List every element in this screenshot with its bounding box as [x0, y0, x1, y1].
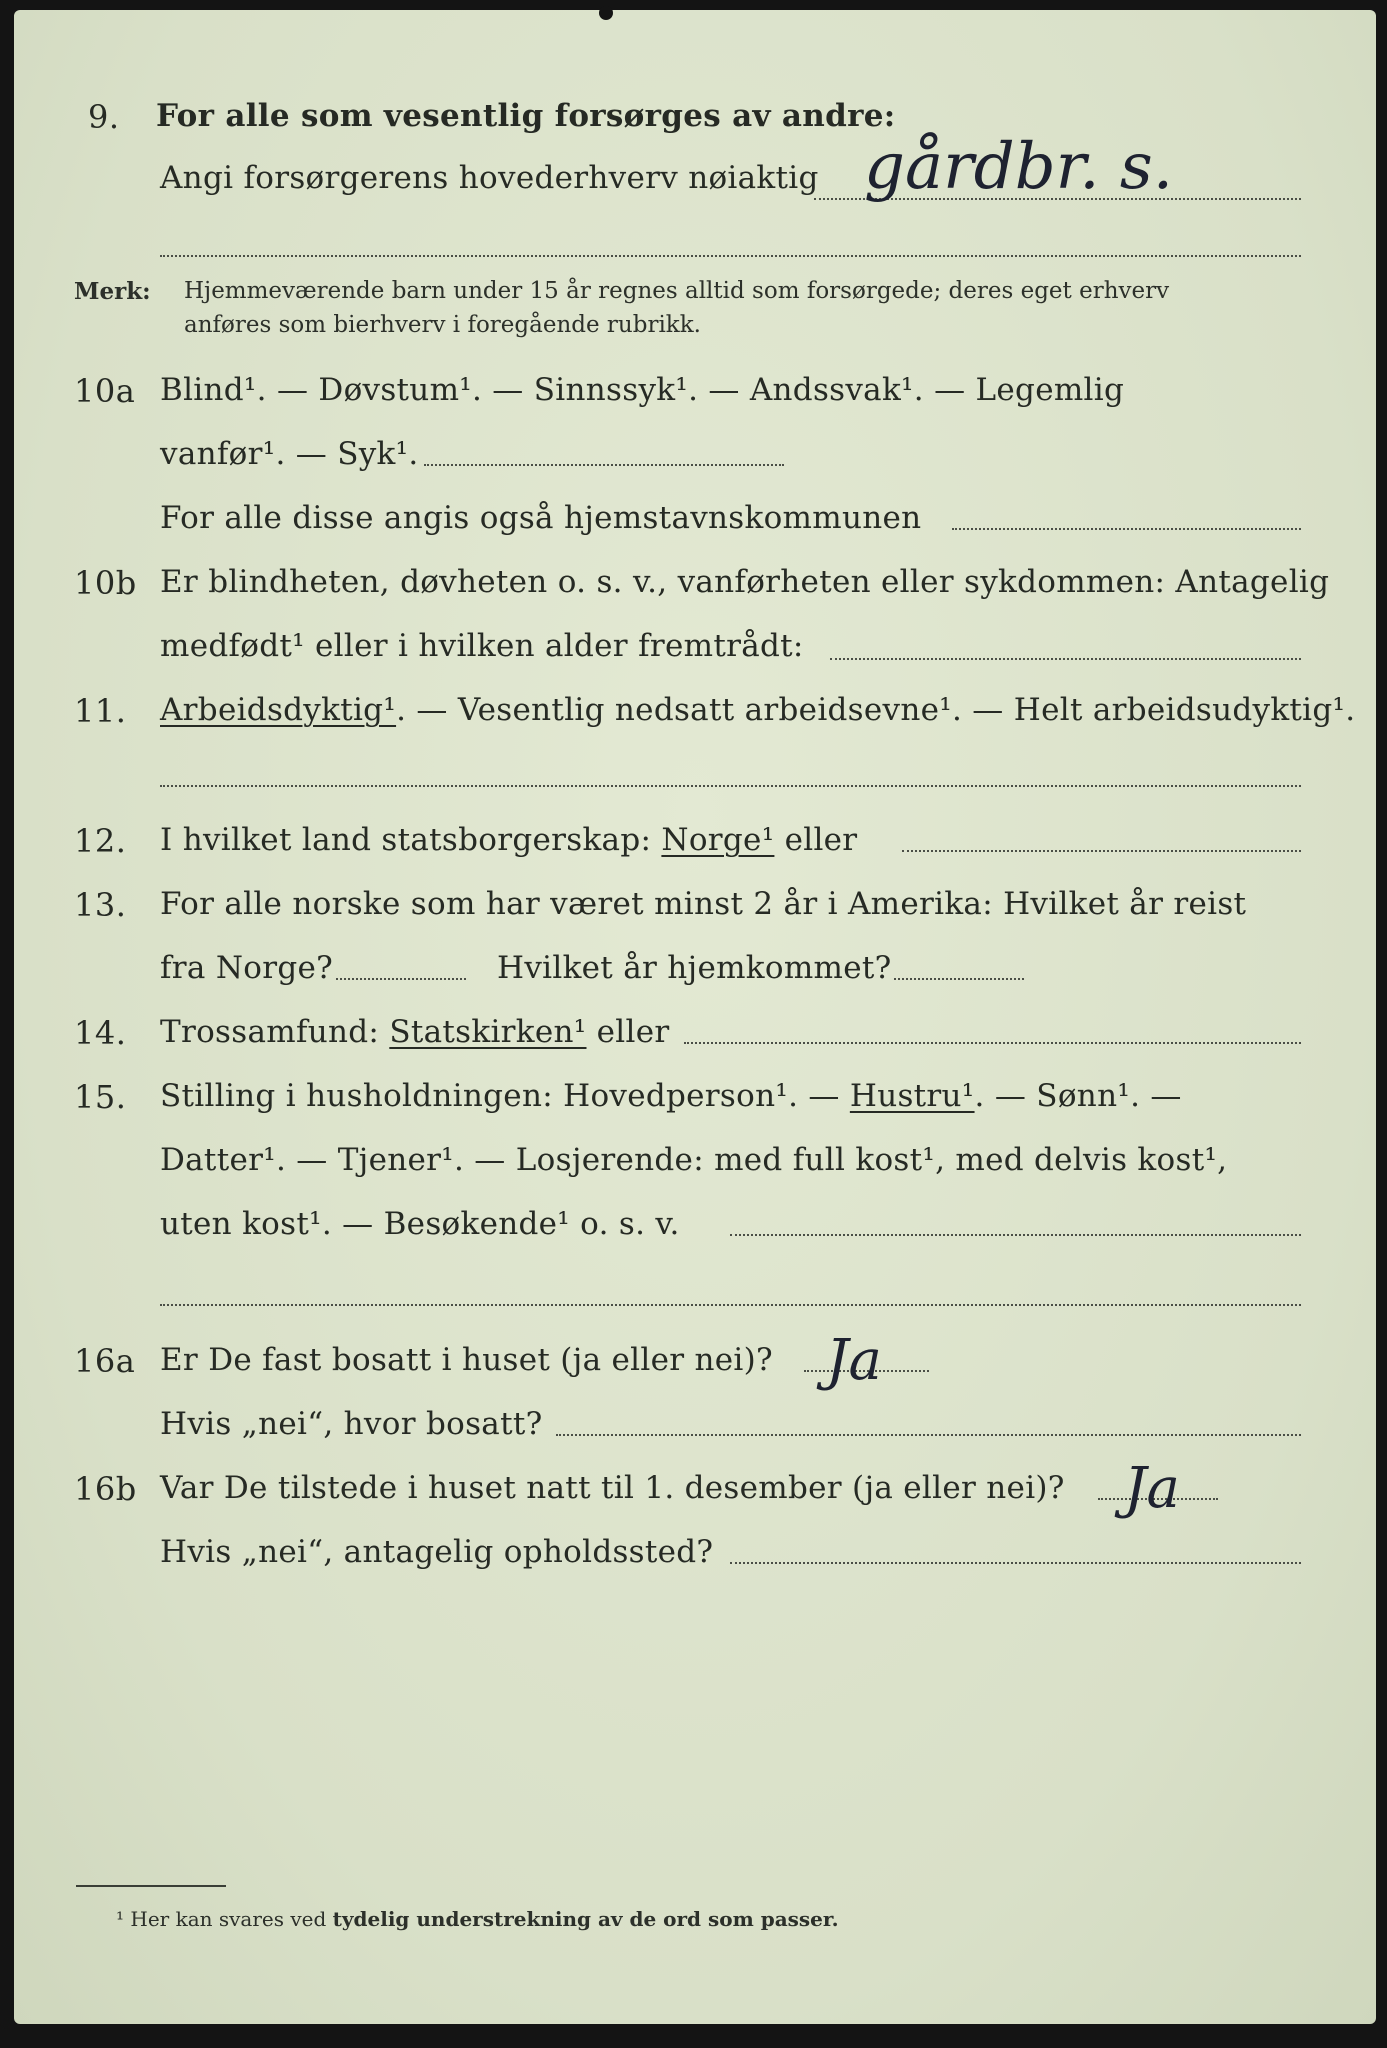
q11-number: 11. — [74, 692, 127, 730]
q15-line2: Datter¹. — Tjener¹. — Losjerende: med full kost¹, med delvis kost¹, — [160, 1142, 1228, 1178]
q12-option-norge[interactable]: Norge¹ — [661, 822, 775, 858]
q15-option-hustru[interactable]: Hustru¹ — [849, 1078, 975, 1114]
q10a-line1: Blind¹. — Døvstum¹. — Sinnssyk¹. — Andssvak¹. — Legemlig — [160, 372, 1125, 408]
q10b-answer-line — [830, 658, 1301, 660]
q9-line2: Angi forsørgerens hovederhverv nøiaktig — [160, 160, 819, 196]
footnote-text1: Her kan svares ved — [130, 1907, 327, 1931]
q14-answer-line — [684, 1042, 1301, 1044]
q15-line1a: Stilling i husholdningen: Hovedperson¹. — — [160, 1078, 840, 1114]
q14-text — [160, 1014, 670, 1050]
q10a-line2: vanfør¹. — Syk¹. — [160, 436, 419, 472]
q9-extra-line — [160, 255, 1301, 257]
q16b-line1: Var De tilstede i huset natt til 1. desember (ja eller nei)? — [160, 1470, 1065, 1506]
q10a-number: 10a — [74, 372, 136, 410]
q16a-line2: Hvis „nei“, hvor bosatt? — [160, 1406, 543, 1442]
q13-reist-line — [336, 978, 466, 980]
merk-line2: anføres som bierhverv i foregående rubrikk. — [184, 312, 701, 338]
q13-number: 13. — [74, 886, 127, 924]
q9-answer: gårdbr. s. — [864, 130, 1174, 204]
q14-number: 14. — [74, 1014, 127, 1052]
q14-post: eller — [596, 1014, 670, 1050]
footnote-mark: ¹ — [116, 1907, 125, 1931]
q12-answer-line — [902, 850, 1301, 852]
merk-line1: Hjemmeværende barn under 15 år regnes alltid som forsørgede; deres eget erhverv — [184, 278, 1170, 304]
q16b-opholdssted-line — [730, 1562, 1301, 1564]
q12-text — [160, 822, 857, 858]
q15-line3: uten kost¹. — Besøkende¹ o. s. v. — [160, 1206, 680, 1242]
q12-pre: I hvilket land statsborgerskap: — [160, 822, 652, 858]
q16a-answer: Ja — [826, 1328, 882, 1393]
q15-number: 15. — [74, 1078, 127, 1116]
merk-label: Merk: — [74, 278, 151, 305]
footnote-rule — [76, 1885, 226, 1887]
q14-pre: Trossamfund: — [160, 1014, 380, 1050]
q16a-number: 16a — [74, 1342, 136, 1380]
q9-line1: For alle som vesentlig forsørges av andre: — [156, 98, 896, 134]
q16a-line1: Er De fast bosatt i huset (ja eller nei)? — [160, 1342, 773, 1378]
q16b-number: 16b — [74, 1470, 137, 1508]
q16b-line2: Hvis „nei“, antagelig opholdssted? — [160, 1534, 714, 1570]
q15-line1b: . — Sønn¹. — — [974, 1078, 1182, 1114]
q11-rest: . — Vesentlig nedsatt arbeidsevne¹. — Helt arbeidsudyktig¹. — [396, 692, 1356, 728]
q10b-line2: medfødt¹ eller i hvilken alder fremtrådt: — [160, 628, 804, 664]
footnote-text2: tydelig understrekning av de ord som passer. — [332, 1907, 839, 1931]
q11-text — [160, 692, 1355, 728]
q10b-number: 10b — [74, 564, 137, 602]
q9-number: 9. — [88, 98, 120, 136]
q10a-hjemstavn-line — [952, 528, 1301, 530]
q11-extra-line — [160, 785, 1301, 787]
q16a-bosatt-line — [556, 1434, 1301, 1436]
q12-number: 12. — [74, 822, 127, 860]
q16b-answer: Ja — [1124, 1456, 1180, 1521]
q15-line1 — [160, 1078, 1182, 1114]
q10a-syk-line — [424, 464, 784, 466]
q15-answer-line — [730, 1234, 1301, 1236]
q13-line2b: Hvilket år hjemkommet? — [497, 950, 892, 986]
q12-post: eller — [784, 822, 858, 858]
q13-hjemkommet-line — [894, 978, 1024, 980]
q15-extra-line — [160, 1304, 1301, 1306]
punch-hole — [599, 6, 613, 20]
q13-line2a: fra Norge? — [160, 950, 334, 986]
census-form-sheet — [14, 10, 1376, 2024]
q10a-line3: For alle disse angis også hjemstavnskommunen — [160, 500, 922, 536]
q10b-line1: Er blindheten, døvheten o. s. v., vanførheten eller sykdommen: Antagelig — [160, 564, 1330, 600]
q14-option-statskirken[interactable]: Statskirken¹ — [389, 1014, 587, 1050]
footnote — [116, 1907, 839, 1931]
q13-line1: For alle norske som har været minst 2 år i Amerika: Hvilket år reist — [160, 886, 1247, 922]
q11-option-arbeidsdyktig[interactable]: Arbeidsdyktig¹ — [160, 692, 397, 728]
